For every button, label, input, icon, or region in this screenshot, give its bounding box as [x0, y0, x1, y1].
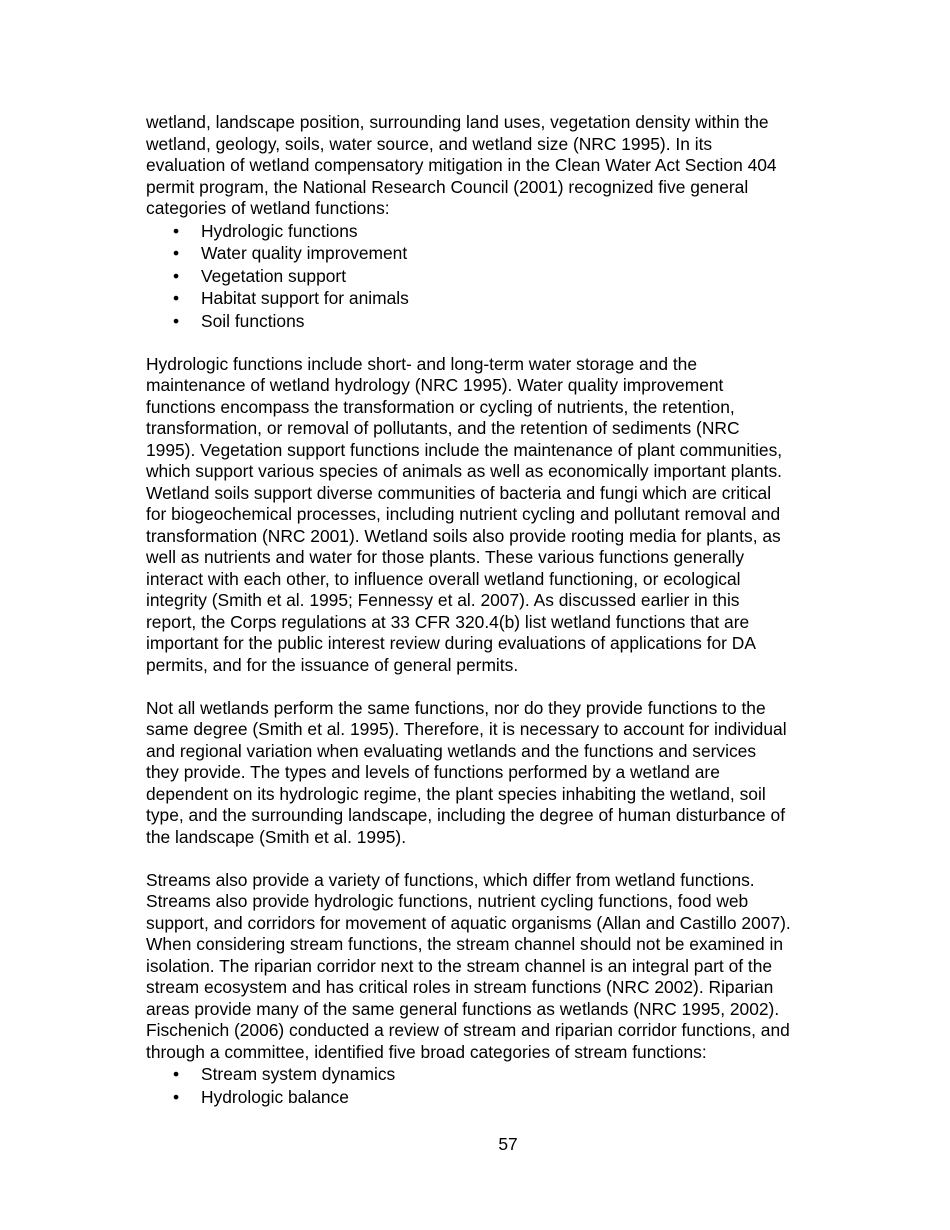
- text-line: Streams also provide a variety of functions, which differ from wetland functions.: [146, 869, 755, 890]
- text-line: Fischenich (2006) conducted a review of stream and riparian corridor functions, and: [146, 1020, 790, 1040]
- page-number: 57: [498, 1134, 518, 1154]
- list-item: [146, 265, 846, 288]
- page-body: [146, 112, 846, 1108]
- list-item: [146, 1086, 846, 1109]
- bullet-icon: •: [173, 1086, 180, 1107]
- text-line: permit program, the National Research Council (2001) recognized five general: [146, 176, 749, 197]
- bullet-icon: •: [173, 265, 180, 286]
- list-item-label: Soil functions: [201, 310, 305, 331]
- text-line: which support various species of animals as well as economically important plants.: [146, 461, 783, 481]
- list-item: [146, 287, 846, 310]
- text-line: through a committee, identified five broad categories of stream functions:: [146, 1041, 707, 1062]
- text-line: categories of wetland functions:: [146, 198, 390, 218]
- paragraph-spacer: [146, 332, 846, 354]
- wetland-functions-list: [146, 220, 846, 333]
- text-line: and regional variation when evaluating wetlands and the functions and services: [146, 740, 757, 761]
- bullet-icon: •: [173, 220, 180, 241]
- text-line: important for the public interest review during evaluations of applications for DA: [146, 633, 756, 653]
- text-line: support, and corridors for movement of aquatic organisms (Allan and Castillo 2007).: [146, 912, 791, 933]
- text-line: isolation. The riparian corridor next to the stream channel is an integral part of the: [146, 955, 773, 976]
- text-line: wetland, landscape position, surrounding land uses, vegetation density within the: [146, 112, 769, 132]
- bullet-icon: •: [173, 310, 180, 331]
- text-line: transformation (NRC 2001). Wetland soils also provide rooting media for plants, as: [146, 525, 781, 546]
- text-line: functions encompass the transformation or cycling of nutrients, the retention,: [146, 396, 735, 417]
- paragraph-wetland-function-descriptions: [146, 354, 846, 677]
- text-line: wetland, geology, soils, water source, and wetland size (NRC 1995). In its: [146, 133, 713, 154]
- text-line: Not all wetlands perform the same functions, nor do they provide functions to the: [146, 697, 766, 718]
- text-line: report, the Corps regulations at 33 CFR 320.4(b) list wetland functions that are: [146, 611, 750, 632]
- text-line: 1995). Vegetation support functions include the maintenance of plant communities,: [146, 439, 783, 460]
- list-item: [146, 242, 846, 265]
- list-item: [146, 310, 846, 333]
- text-line: for biogeochemical processes, including nutrient cycling and pollutant removal and: [146, 504, 781, 524]
- text-line: same degree (Smith et al. 1995). Therefore, it is necessary to account for individual: [146, 719, 787, 739]
- list-item: [146, 1063, 846, 1086]
- text-line: stream ecosystem and has critical roles in stream functions (NRC 2002). Riparian: [146, 977, 774, 997]
- paragraph-spacer: [146, 848, 846, 870]
- list-item-label: Vegetation support: [201, 265, 347, 286]
- paragraph-stream-functions: [146, 870, 846, 1064]
- text-line: Streams also provide hydrologic functions, nutrient cycling functions, food web: [146, 891, 749, 911]
- paragraph-wetland-factors: [146, 112, 846, 220]
- list-item-label: Habitat support for animals: [201, 288, 409, 308]
- list-item-label: Hydrologic functions: [201, 220, 358, 241]
- text-line: they provide. The types and levels of functions performed by a wetland are: [146, 762, 720, 782]
- text-line: Hydrologic functions include short- and long-term water storage and the: [146, 353, 697, 374]
- text-line: evaluation of wetland compensatory mitigation in the Clean Water Act Section 404: [146, 155, 777, 175]
- text-line: dependent on its hydrologic regime, the plant species inhabiting the wetland, soil: [146, 783, 766, 804]
- text-line: areas provide many of the same general functions as wetlands (NRC 1995, 2002).: [146, 998, 780, 1019]
- stream-functions-list: [146, 1063, 846, 1108]
- text-line: the landscape (Smith et al. 1995).: [146, 826, 407, 847]
- text-line: permits, and for the issuance of general permits.: [146, 654, 519, 675]
- text-line: transformation, or removal of pollutants, and the retention of sediments (NRC: [146, 418, 740, 438]
- list-item: [146, 220, 846, 243]
- list-item-label: Hydrologic balance: [201, 1086, 349, 1107]
- paragraph-wetland-variation: [146, 698, 846, 849]
- paragraph-spacer: [146, 676, 846, 698]
- text-line: Wetland soils support diverse communities of bacteria and fungi which are critical: [146, 482, 772, 503]
- bullet-icon: •: [173, 1064, 180, 1084]
- text-line: well as nutrients and water for those plants. These various functions generally: [146, 547, 745, 567]
- bullet-icon: •: [173, 288, 180, 308]
- text-line: integrity (Smith et al. 1995; Fennessy et al. 2007). As discussed earlier in this: [146, 590, 740, 610]
- text-line: maintenance of wetland hydrology (NRC 1995). Water quality improvement: [146, 375, 724, 395]
- bullet-icon: •: [173, 243, 180, 263]
- text-line: When considering stream functions, the stream channel should not be examined in: [146, 934, 784, 954]
- list-item-label: Stream system dynamics: [201, 1064, 396, 1084]
- text-line: interact with each other, to influence overall wetland functioning, or ecological: [146, 568, 741, 589]
- text-line: type, and the surrounding landscape, including the degree of human disturbance of: [146, 805, 786, 825]
- list-item-label: Water quality improvement: [201, 243, 408, 263]
